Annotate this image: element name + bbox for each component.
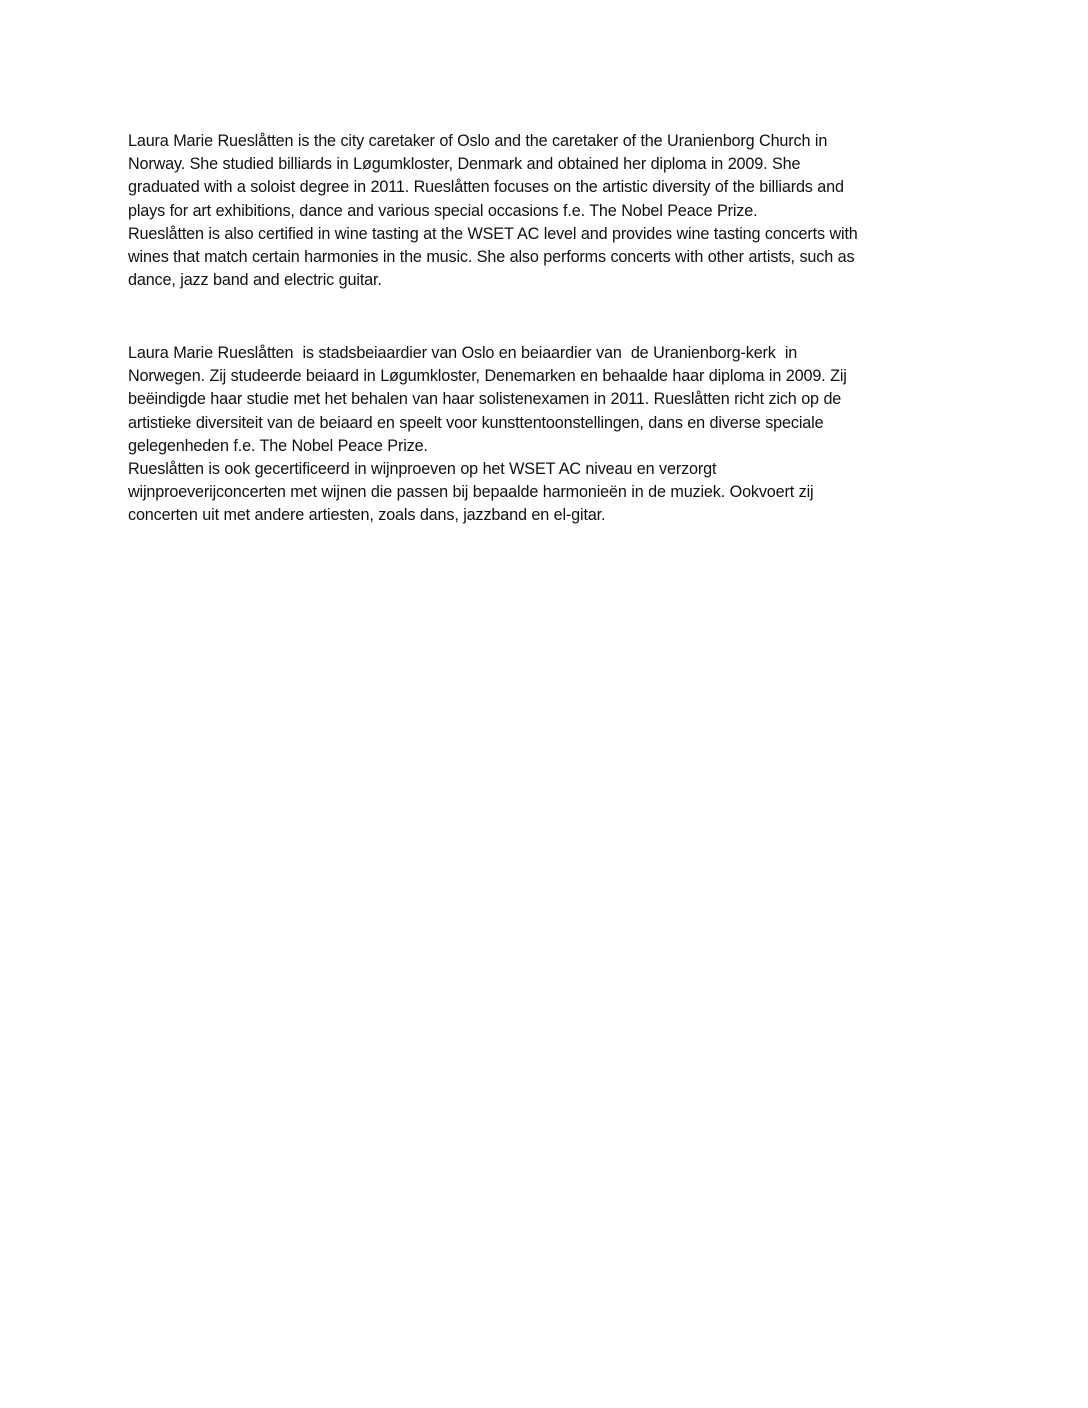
text-line: concerten uit met andere artiesten, zoals dans, jazzband en el-gitar.: [128, 506, 606, 525]
text-line: wijnproeverijconcerten met wijnen die passen bij bepaalde harmonieën in de muziek. Ookvoert zij: [128, 483, 814, 502]
text-line: Laura Marie Rueslåtten is stadsbeiaardier van Oslo en beiaardier van de Uranienborg-kerk in: [128, 344, 798, 362]
text-line: Rueslåtten is also certified in wine tasting at the WSET AC level and provides wine tasting concerts with: [128, 224, 858, 243]
text-line: graduated with a soloist degree in 2011. Rueslåtten focuses on the artistic diversity of the billiards and: [128, 178, 844, 197]
text-line: Norwegen. Zij studeerde beiaard in Løgumkloster, Denemarken en behaalde haar diploma in 2009. Zij: [128, 367, 847, 386]
text-line: artistieke diversiteit van de beiaard en speelt voor kunsttentoonstellingen, dans en diverse speciale: [128, 413, 824, 432]
text-line: dance, jazz band and electric guitar.: [128, 271, 382, 290]
text-line: Laura Marie Rueslåtten is the city caretaker of Oslo and the caretaker of the Uranienborg Church in: [128, 132, 828, 150]
text-line: plays for art exhibitions, dance and various special occasions f.e. The Nobel Peace Prize.: [128, 201, 758, 220]
text-line: beëindigde haar studie met het behalen van haar solistenexamen in 2011. Rueslåtten richt zich op de: [128, 390, 842, 409]
dutch-paragraph: [128, 342, 988, 528]
text-line: Rueslåtten is ook gecertificeerd in wijnproeven op het WSET AC niveau en verzorgt: [128, 460, 717, 479]
text-line: wines that match certain harmonies in the music. She also performs concerts with other artists, such as: [128, 248, 855, 267]
english-paragraph: [128, 130, 988, 292]
text-line: Norway. She studied billiards in Løgumkloster, Denmark and obtained her diploma in 2009. She: [128, 155, 801, 174]
text-line: gelegenheden f.e. The Nobel Peace Prize.: [128, 436, 428, 455]
